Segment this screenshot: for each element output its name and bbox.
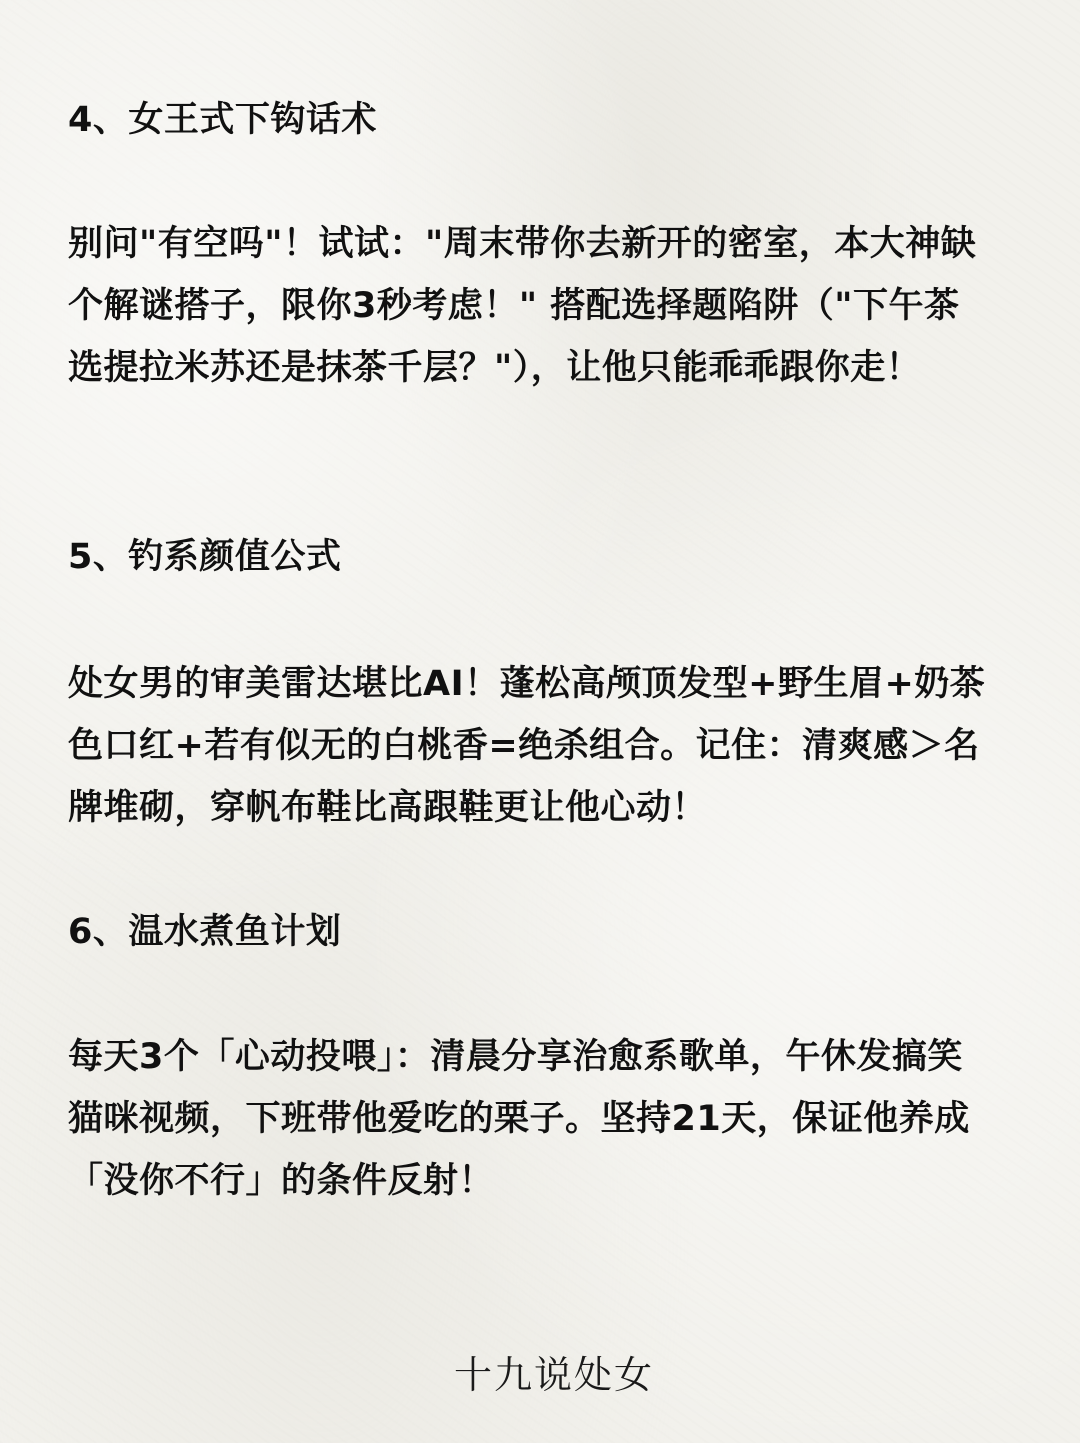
section-4-body: 别问"有空吗"！试试："周末带你去新开的密室，本大神缺个解谜搭子，限你3秒考虑！" 搭配选择题陷阱（"下午茶选提拉米苏还是抹茶千层？"），让他只能乖乖跟你走！ xyxy=(68,224,977,388)
section-6-body: 每天3个「心动投喂」：清晨分享治愈系歌单，午休发搞笑猫咪视频，下班带他爱吃的栗子。坚持21天，保证他养成「没你不行」的条件反射！ xyxy=(68,1037,970,1201)
article xyxy=(68,0,988,1443)
section-6-heading: 6、温水煮鱼计划 xyxy=(68,912,342,952)
footer-signature: 十九说处女 xyxy=(453,1353,654,1397)
section-5-heading: 5、钓系颜值公式 xyxy=(68,537,342,577)
section-5-body: 处女男的审美雷达堪比AI！蓬松高颅顶发型+野生眉+奶茶色口红+若有似无的白桃香=绝杀组合。记住：清爽感＞名牌堆砌，穿帆布鞋比高跟鞋更让他心动！ xyxy=(68,664,986,828)
section-4-heading: 4、女王式下钩话术 xyxy=(68,100,377,140)
